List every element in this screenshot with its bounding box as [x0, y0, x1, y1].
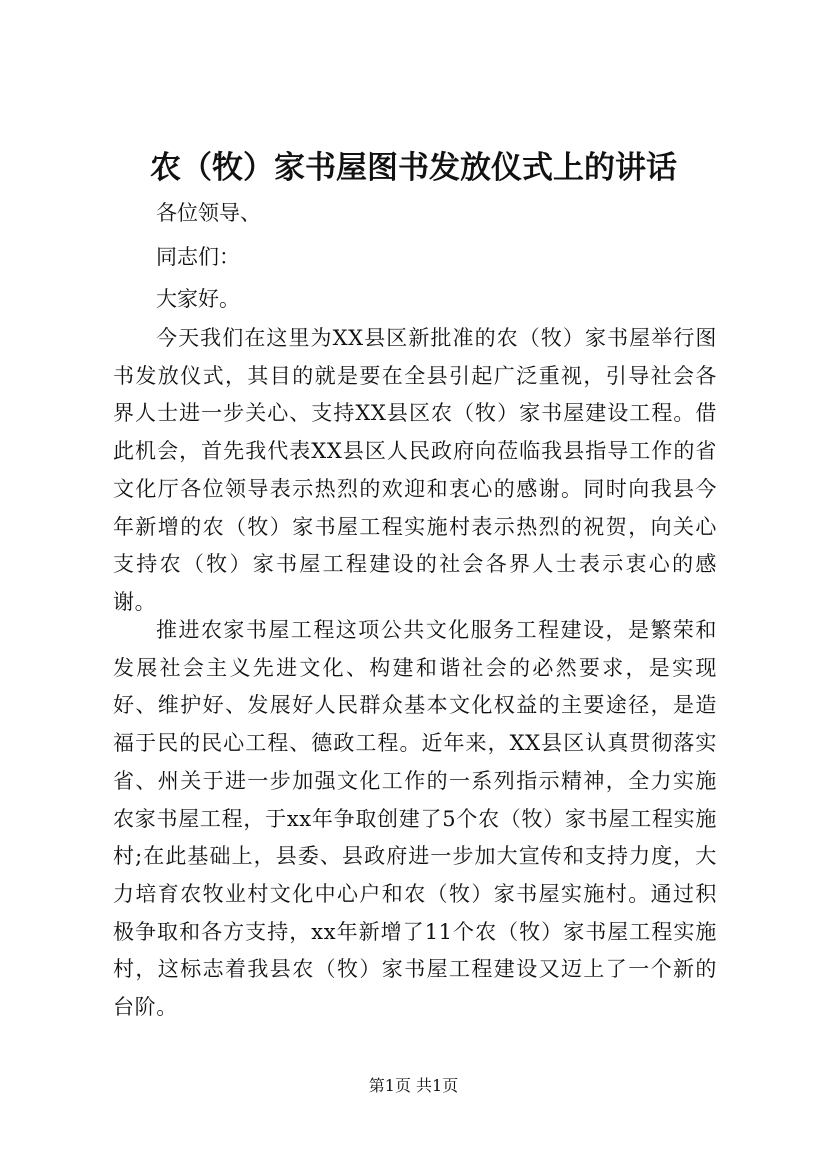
salutation-leaders: 各位领导、 — [156, 201, 261, 225]
document-title: 农（牧）家书屋图书发放仪式上的讲话 — [150, 150, 677, 186]
paragraph-opening: 今天我们在这里为XX县区新批准的农（牧）家书屋举行图书发放仪式，其目的就是要在全县引起广泛重视，引导社会各界人士进一步关心、支持XX县区农（牧）家书屋建设工程。借此机会，首先我代表XX县区人民政府向莅临我县指导工作的省文化厅各位领导表示热烈的欢迎和衷心的感谢。同时向我县今年新增的农（牧）家书屋工程实施村表示热烈的祝贺，向关心支持农（牧）家书屋工程建设的社会各界人士表示衷心的感谢。 — [113, 326, 717, 614]
greeting: 大家好。 — [156, 287, 240, 311]
page-number-footer: 第1页 共1页 — [368, 1076, 459, 1095]
salutation-comrades: 同志们： — [156, 245, 240, 269]
paragraph-progress: 推进农家书屋工程这项公共文化服务工程建设，是繁荣和发展社会主义先进文化、构建和谐社会的必然要求，是实现好、维护好、发展好人民群众基本文化权益的主要途径，是造福于民的民心工程、德政工程。近年来，XX县区认真贯彻落实省、州关于进一步加强文化工作的一系列指示精神，全力实施农家书屋工程，于xx年争取创建了5个农（牧）家书屋工程实施村;在此基础上，县委、县政府进一步加大宣传和支持力度，大力培育农牧业村文化中心户和农（牧）家书屋实施村。通过积极争取和各方支持，xx年新增了11个农（牧）家书屋工程实施村，这标志着我县农（牧）家书屋工程建设又迈上了一个新的台阶。 — [113, 618, 717, 1020]
